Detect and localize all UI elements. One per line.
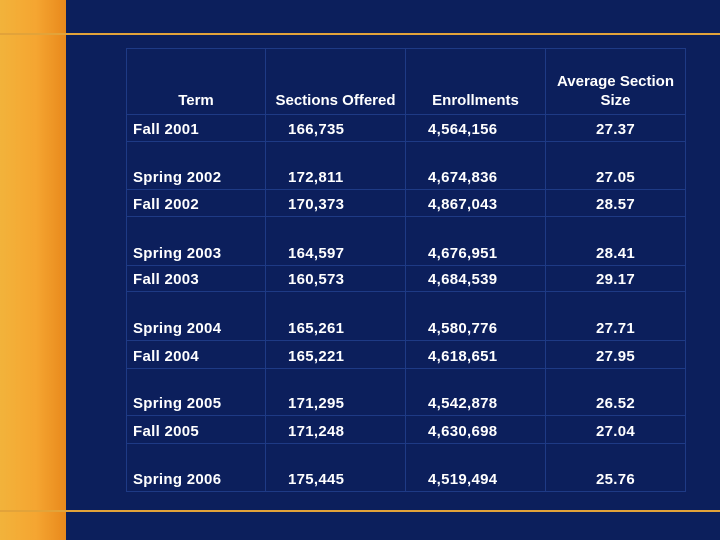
sections-cell: 170,373 xyxy=(266,190,406,217)
enrollments-cell: 4,867,043 xyxy=(406,190,546,217)
average-cell: 27.05 xyxy=(546,142,686,190)
sections-cell: 172,811 xyxy=(266,142,406,190)
enrollments-cell: 4,580,776 xyxy=(406,292,546,341)
table-row xyxy=(127,416,686,444)
average-cell: 28.57 xyxy=(546,190,686,217)
header-term: Term xyxy=(127,49,266,115)
header-average-section-size: Average Section Size xyxy=(546,49,686,115)
average-cell: 27.71 xyxy=(546,292,686,341)
table-row xyxy=(127,341,686,369)
sections-cell: 165,261 xyxy=(266,292,406,341)
table-row xyxy=(127,266,686,292)
average-cell: 25.76 xyxy=(546,444,686,492)
sections-cell: 164,597 xyxy=(266,217,406,266)
term-cell: Spring 2002 xyxy=(127,142,266,190)
average-cell: 27.04 xyxy=(546,416,686,444)
orange-side-bar xyxy=(0,0,66,540)
table-row xyxy=(127,115,686,142)
term-cell: Spring 2003 xyxy=(127,217,266,266)
sections-cell: 175,445 xyxy=(266,444,406,492)
sections-cell: 171,295 xyxy=(266,369,406,416)
enrollments-cell: 4,542,878 xyxy=(406,369,546,416)
bottom-accent-line xyxy=(0,510,720,512)
term-cell: Fall 2001 xyxy=(127,115,266,142)
enrollments-cell: 4,630,698 xyxy=(406,416,546,444)
enrollments-cell: 4,676,951 xyxy=(406,217,546,266)
header-row xyxy=(127,49,686,115)
average-cell: 29.17 xyxy=(546,266,686,292)
average-cell: 26.52 xyxy=(546,369,686,416)
sections-cell: 166,735 xyxy=(266,115,406,142)
table-row xyxy=(127,190,686,217)
enrollments-cell: 4,684,539 xyxy=(406,266,546,292)
header-sections-offered: Sections Offered xyxy=(266,49,406,115)
term-cell: Fall 2005 xyxy=(127,416,266,444)
enrollments-cell: 4,519,494 xyxy=(406,444,546,492)
table-row xyxy=(127,292,686,341)
enrollments-cell: 4,564,156 xyxy=(406,115,546,142)
average-cell: 27.37 xyxy=(546,115,686,142)
term-cell: Fall 2003 xyxy=(127,266,266,292)
enrollments-cell: 4,618,651 xyxy=(406,341,546,369)
top-accent-line xyxy=(0,33,720,35)
enrollments-cell: 4,674,836 xyxy=(406,142,546,190)
term-cell: Spring 2004 xyxy=(127,292,266,341)
average-cell: 28.41 xyxy=(546,217,686,266)
sections-cell: 171,248 xyxy=(266,416,406,444)
sections-cell: 165,221 xyxy=(266,341,406,369)
term-cell: Spring 2006 xyxy=(127,444,266,492)
term-cell: Spring 2005 xyxy=(127,369,266,416)
term-cell: Fall 2004 xyxy=(127,341,266,369)
enrollment-table xyxy=(126,48,686,492)
term-cell: Fall 2002 xyxy=(127,190,266,217)
header-enrollments: Enrollments xyxy=(406,49,546,115)
sections-cell: 160,573 xyxy=(266,266,406,292)
table-row xyxy=(127,217,686,266)
table-row xyxy=(127,444,686,492)
table-row xyxy=(127,369,686,416)
average-cell: 27.95 xyxy=(546,341,686,369)
table-row xyxy=(127,142,686,190)
